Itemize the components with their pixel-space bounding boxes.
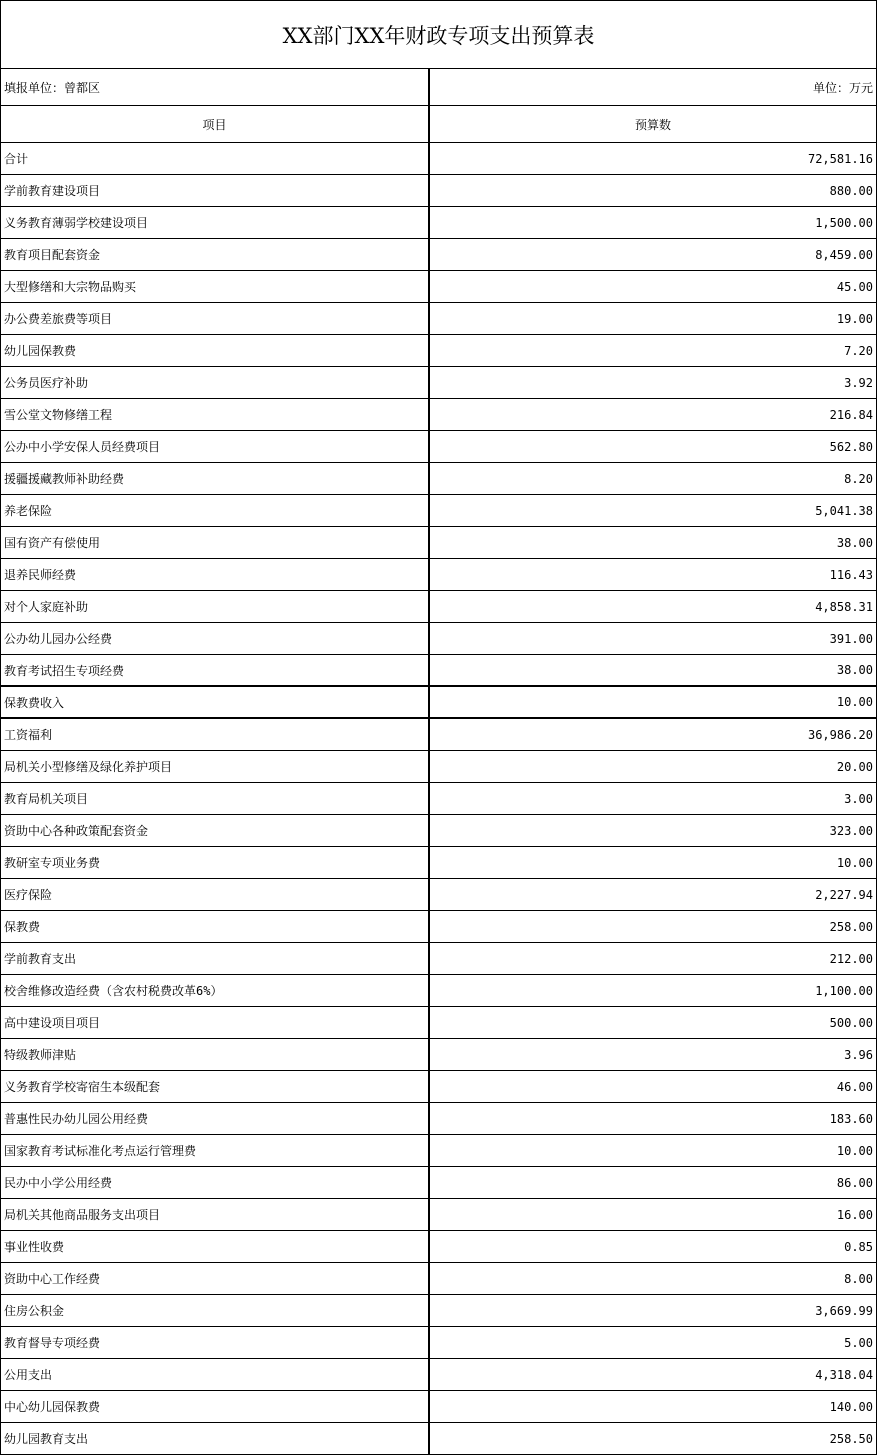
row-item-name: 公办幼儿园办公经费 [1, 623, 430, 654]
row-item-name: 退养民师经费 [1, 559, 430, 590]
row-item-name: 对个人家庭补助 [1, 591, 430, 622]
table-row [1, 1263, 876, 1295]
table-row [1, 783, 876, 815]
table-row [1, 303, 876, 335]
table-row [1, 879, 876, 911]
table-row [1, 175, 876, 207]
row-item-name: 保教费 [1, 911, 430, 942]
row-budget-value: 8.20 [844, 471, 873, 486]
row-budget-value: 391.00 [829, 631, 873, 646]
row-item-name: 教研室专项业务费 [1, 847, 430, 878]
table-row [1, 1135, 876, 1167]
row-budget-value: 3.92 [844, 375, 873, 390]
row-budget-value: 46.00 [836, 1079, 873, 1094]
row-budget-value: 20.00 [836, 759, 873, 774]
row-item-name: 学前教育支出 [1, 943, 430, 974]
row-budget-value: 7.20 [844, 343, 873, 358]
table-row [1, 943, 876, 975]
table-row [1, 847, 876, 879]
row-item-name: 医疗保险 [1, 879, 430, 910]
row-budget-value: 19.00 [836, 311, 873, 326]
row-budget-value: 72,581.16 [807, 151, 873, 166]
row-item-name: 大型修缮和大宗物品购买 [1, 271, 430, 302]
table-row [1, 1359, 876, 1391]
row-budget-value: 38.00 [836, 663, 873, 677]
row-item-name: 中心幼儿园保教费 [1, 1391, 430, 1422]
row-budget-value: 562.80 [829, 439, 873, 454]
table-row [1, 623, 876, 655]
row-item-name: 国有资产有偿使用 [1, 527, 430, 558]
table-row [1, 143, 876, 175]
row-item-name: 普惠性民办幼儿园公用经费 [1, 1103, 430, 1134]
row-item-name: 公用支出 [1, 1359, 430, 1390]
row-budget-value: 3.96 [844, 1047, 873, 1062]
table-row [1, 399, 876, 431]
row-item-name: 学前教育建设项目 [1, 175, 430, 206]
table-row [1, 1423, 876, 1455]
row-budget-value: 323.00 [829, 823, 873, 838]
row-budget-value: 5.00 [844, 1335, 873, 1350]
table-row [1, 271, 876, 303]
row-item-name: 住房公积金 [1, 1295, 430, 1326]
table-row [1, 751, 876, 783]
row-item-name: 合计 [1, 143, 430, 174]
table-row [1, 207, 876, 239]
table-row [1, 1327, 876, 1359]
table-row [1, 815, 876, 847]
row-item-name: 义务教育学校寄宿生本级配套 [1, 1071, 430, 1102]
row-item-name: 局机关其他商品服务支出项目 [1, 1199, 430, 1230]
row-budget-value: 0.85 [844, 1239, 873, 1254]
row-budget-value: 1,100.00 [815, 983, 873, 998]
row-item-name: 幼儿园保教费 [1, 335, 430, 366]
row-item-name: 教育考试招生专项经费 [1, 655, 430, 685]
table-row [1, 655, 876, 687]
row-item-name: 民办中小学公用经费 [1, 1167, 430, 1198]
row-item-name: 高中建设项目项目 [1, 1007, 430, 1038]
row-item-name: 局机关小型修缮及绿化养护项目 [1, 751, 430, 782]
table-row [1, 687, 876, 719]
row-budget-value: 10.00 [836, 1143, 873, 1158]
row-item-name: 保教费收入 [1, 687, 430, 717]
row-budget-value: 216.84 [829, 407, 873, 422]
row-budget-value: 36,986.20 [807, 727, 873, 742]
row-budget-value: 8,459.00 [815, 247, 873, 262]
row-item-name: 幼儿园教育支出 [1, 1423, 430, 1454]
row-budget-value: 116.43 [829, 567, 873, 582]
table-row [1, 911, 876, 943]
row-budget-value: 140.00 [829, 1399, 873, 1414]
table-row [1, 1391, 876, 1423]
column-header-budget: 预算数 [634, 117, 671, 132]
row-item-name: 办公费差旅费等项目 [1, 303, 430, 334]
row-budget-value: 258.50 [829, 1431, 873, 1446]
row-item-name: 公务员医疗补助 [1, 367, 430, 398]
unit-label: 单位：万元 [812, 80, 873, 95]
table-row [1, 527, 876, 559]
table-row [1, 1231, 876, 1263]
row-budget-value: 880.00 [829, 183, 873, 198]
row-item-name: 养老保险 [1, 495, 430, 526]
table-row [1, 335, 876, 367]
row-budget-value: 3.00 [844, 791, 873, 806]
table-row [1, 719, 876, 751]
row-item-name: 义务教育薄弱学校建设项目 [1, 207, 430, 238]
meta-row [1, 69, 876, 106]
row-budget-value: 38.00 [836, 535, 873, 550]
row-budget-value: 10.00 [836, 855, 873, 870]
table-row [1, 559, 876, 591]
table-row [1, 431, 876, 463]
row-item-name: 教育局机关项目 [1, 783, 430, 814]
table-row [1, 1039, 876, 1071]
row-item-name: 雪公堂文物修缮工程 [1, 399, 430, 430]
table-row [1, 367, 876, 399]
row-budget-value: 10.00 [836, 695, 873, 709]
table-row [1, 239, 876, 271]
row-item-name: 教育项目配套资金 [1, 239, 430, 270]
table-row [1, 1295, 876, 1327]
row-budget-value: 5,041.38 [815, 503, 873, 518]
row-item-name: 教育督导专项经费 [1, 1327, 430, 1358]
row-budget-value: 45.00 [836, 279, 873, 294]
row-item-name: 工资福利 [1, 719, 430, 750]
row-budget-value: 8.00 [844, 1271, 873, 1286]
row-budget-value: 212.00 [829, 951, 873, 966]
row-item-name: 国家教育考试标准化考点运行管理费 [1, 1135, 430, 1166]
column-header-item: 项目 [1, 106, 430, 142]
row-item-name: 校舍维修改造经费（含农村税费改革6%） [1, 975, 430, 1006]
row-budget-value: 500.00 [829, 1015, 873, 1030]
filling-unit: 填报单位：曾都区 [1, 69, 430, 105]
row-budget-value: 4,318.04 [815, 1367, 873, 1382]
table-row [1, 1199, 876, 1231]
table-row [1, 1071, 876, 1103]
row-item-name: 特级教师津贴 [1, 1039, 430, 1070]
table-row [1, 463, 876, 495]
row-budget-value: 3,669.99 [815, 1303, 873, 1318]
row-item-name: 事业性收费 [1, 1231, 430, 1262]
header-row [1, 106, 876, 143]
row-item-name: 援疆援藏教师补助经费 [1, 463, 430, 494]
row-budget-value: 16.00 [836, 1207, 873, 1222]
table-row [1, 1167, 876, 1199]
table-title: XX部门XX年财政专项支出预算表 [1, 1, 876, 69]
row-budget-value: 258.00 [829, 919, 873, 934]
row-budget-value: 2,227.94 [815, 887, 873, 902]
row-budget-value: 86.00 [836, 1175, 873, 1190]
table-row [1, 1007, 876, 1039]
row-budget-value: 183.60 [829, 1111, 873, 1126]
row-budget-value: 4,858.31 [815, 599, 873, 614]
row-item-name: 资助中心工作经费 [1, 1263, 430, 1294]
row-budget-value: 1,500.00 [815, 215, 873, 230]
row-item-name: 公办中小学安保人员经费项目 [1, 431, 430, 462]
table-row [1, 1103, 876, 1135]
table-row [1, 495, 876, 527]
table-body [1, 143, 876, 1455]
table-row [1, 975, 876, 1007]
row-item-name: 资助中心各种政策配套资金 [1, 815, 430, 846]
table-row [1, 591, 876, 623]
